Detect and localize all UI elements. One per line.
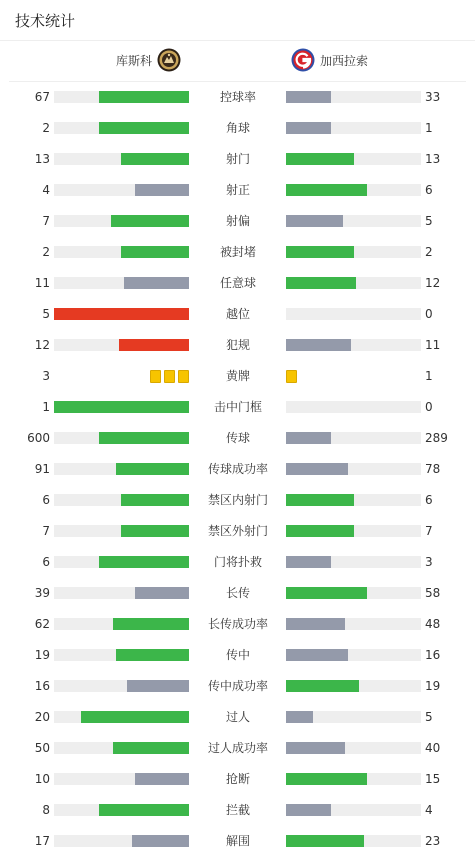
- stat-row: [0, 361, 475, 392]
- home-bar-fill: [54, 401, 189, 413]
- home-bar-fill: [99, 91, 189, 103]
- home-bar-fill: [121, 246, 189, 258]
- away-value: 23: [425, 834, 441, 848]
- stat-row: [0, 454, 475, 485]
- stat-label: 越位: [225, 307, 250, 321]
- away-bar-track: [286, 525, 421, 537]
- stat-row: [0, 485, 475, 516]
- away-bar-fill: [286, 587, 367, 599]
- home-bar-fill: [121, 494, 189, 506]
- home-bar-track: [54, 773, 189, 785]
- yellow-card-icon: [164, 370, 175, 383]
- stat-label: 传球: [225, 431, 250, 445]
- stat-row: [0, 423, 475, 454]
- away-bar-fill: [286, 463, 348, 475]
- home-team[interactable]: [116, 48, 181, 72]
- home-value: 6: [42, 555, 50, 569]
- section-header: [0, 0, 475, 41]
- home-yellow-cards: [150, 370, 189, 383]
- away-yellow-cards: [286, 370, 297, 383]
- away-bar-track: [286, 680, 421, 692]
- stat-row: [0, 175, 475, 206]
- away-value: 6: [425, 183, 433, 197]
- stat-row: [0, 795, 475, 826]
- away-bar-fill: [286, 122, 331, 134]
- away-bar-fill: [286, 711, 313, 723]
- away-bar-fill: [286, 835, 364, 847]
- away-value: 58: [425, 586, 441, 600]
- home-value: 3: [42, 369, 50, 383]
- home-bar-track: [54, 587, 189, 599]
- stat-label: 解围: [225, 834, 250, 848]
- yellow-card-icon: [150, 370, 161, 383]
- stat-row: [0, 82, 475, 113]
- stats-list: [0, 82, 475, 857]
- stat-row: [0, 640, 475, 671]
- home-bar-track: [54, 246, 189, 258]
- home-bar-track: [54, 742, 189, 754]
- away-value: 12: [425, 276, 441, 290]
- stat-label: 传中成功率: [207, 679, 268, 693]
- away-bar-fill: [286, 494, 354, 506]
- yellow-card-icon: [286, 370, 297, 383]
- stat-row: [0, 702, 475, 733]
- away-bar-track: [286, 587, 421, 599]
- stat-row: [0, 578, 475, 609]
- stat-row: [0, 113, 475, 144]
- home-bar-track: [54, 215, 189, 227]
- home-bar-track: [54, 401, 189, 413]
- home-bar-fill: [121, 153, 189, 165]
- away-bar-track: [286, 742, 421, 754]
- home-bar-track: [54, 277, 189, 289]
- stat-label: 抢断: [225, 772, 250, 786]
- home-value: 2: [42, 121, 50, 135]
- stat-row: [0, 299, 475, 330]
- away-value: 6: [425, 493, 433, 507]
- stat-label: 被封堵: [219, 245, 256, 259]
- away-value: 3: [425, 555, 433, 569]
- away-bar-fill: [286, 153, 354, 165]
- away-bar-track: [286, 215, 421, 227]
- away-bar-track: [286, 339, 421, 351]
- stat-label: 过人成功率: [207, 741, 268, 755]
- away-bar-track: [286, 308, 421, 320]
- home-bar-track: [54, 556, 189, 568]
- away-value: 78: [425, 462, 441, 476]
- teams-bar: [9, 41, 466, 82]
- home-value: 67: [34, 90, 50, 104]
- stat-label: 长传成功率: [207, 617, 268, 631]
- stat-label: 射正: [225, 183, 250, 197]
- home-value: 19: [34, 648, 50, 662]
- away-bar-track: [286, 835, 421, 847]
- stat-row: [0, 268, 475, 299]
- stat-row: [0, 547, 475, 578]
- away-bar-track: [286, 432, 421, 444]
- away-bar-track: [286, 711, 421, 723]
- home-bar-track: [54, 432, 189, 444]
- home-bar-fill: [135, 184, 189, 196]
- stat-label: 黄牌: [225, 369, 250, 383]
- away-bar-fill: [286, 277, 356, 289]
- away-value: 5: [425, 214, 433, 228]
- home-bar-track: [54, 649, 189, 661]
- home-value: 16: [34, 679, 50, 693]
- away-value: 40: [425, 741, 441, 755]
- away-team[interactable]: [291, 48, 368, 72]
- away-bar-track: [286, 246, 421, 258]
- away-bar-track: [286, 556, 421, 568]
- stat-row: [0, 237, 475, 268]
- page-title: 技术统计: [15, 12, 76, 30]
- stat-row: [0, 330, 475, 361]
- away-value: 15: [425, 772, 441, 786]
- away-bar-track: [286, 122, 421, 134]
- away-value: 0: [425, 400, 433, 414]
- home-value: 7: [42, 524, 50, 538]
- home-bar-fill: [111, 215, 189, 227]
- home-bar-fill: [135, 587, 189, 599]
- stat-row: [0, 826, 475, 857]
- home-bar-fill: [99, 556, 189, 568]
- away-bar-track: [286, 401, 421, 413]
- away-value: 1: [425, 369, 433, 383]
- stat-label: 角球: [225, 121, 250, 135]
- stat-row: [0, 609, 475, 640]
- away-value: 7: [425, 524, 433, 538]
- stat-label: 禁区内射门: [207, 493, 268, 507]
- stat-row: [0, 733, 475, 764]
- stat-label: 门将扑救: [213, 555, 262, 569]
- away-value: 5: [425, 710, 433, 724]
- home-value: 62: [34, 617, 50, 631]
- home-value: 50: [34, 741, 50, 755]
- away-bar-track: [286, 91, 421, 103]
- home-bar-track: [54, 525, 189, 537]
- away-team-name: 加西拉索: [320, 53, 369, 68]
- away-value: 0: [425, 307, 433, 321]
- stat-label: 射门: [225, 152, 250, 166]
- home-bar-track: [54, 463, 189, 475]
- garcilaso-crest-icon: [291, 48, 315, 72]
- home-value: 17: [34, 834, 50, 848]
- stat-label: 禁区外射门: [207, 524, 268, 538]
- home-bar-track: [54, 618, 189, 630]
- stat-label: 长传: [225, 586, 250, 600]
- away-bar-fill: [286, 184, 367, 196]
- home-bar-track: [54, 835, 189, 847]
- away-bar-track: [286, 804, 421, 816]
- away-bar-track: [286, 649, 421, 661]
- home-bar-track: [54, 804, 189, 816]
- away-value: 13: [425, 152, 441, 166]
- home-value: 7: [42, 214, 50, 228]
- away-value: 33: [425, 90, 441, 104]
- stat-row: [0, 392, 475, 423]
- home-bar-fill: [113, 618, 189, 630]
- home-bar-track: [54, 494, 189, 506]
- home-value: 2: [42, 245, 50, 259]
- away-value: 1: [425, 121, 433, 135]
- stat-row: [0, 144, 475, 175]
- home-bar-fill: [132, 835, 189, 847]
- home-bar-fill: [135, 773, 189, 785]
- stat-label: 传球成功率: [207, 462, 268, 476]
- away-bar-track: [286, 184, 421, 196]
- stat-label: 犯规: [225, 338, 250, 352]
- home-value: 91: [34, 462, 50, 476]
- away-bar-fill: [286, 246, 354, 258]
- home-bar-fill: [99, 432, 189, 444]
- away-bar-fill: [286, 618, 345, 630]
- home-bar-track: [54, 91, 189, 103]
- away-bar-track: [286, 773, 421, 785]
- home-bar-fill: [116, 463, 189, 475]
- away-bar-fill: [286, 432, 331, 444]
- home-bar-track: [54, 153, 189, 165]
- home-bar-fill: [124, 277, 189, 289]
- home-value: 600: [27, 431, 50, 445]
- home-value: 39: [34, 586, 50, 600]
- home-value: 11: [34, 276, 50, 290]
- home-bar-fill: [113, 742, 189, 754]
- away-bar-fill: [286, 742, 345, 754]
- stat-label: 任意球: [219, 276, 256, 290]
- home-value: 12: [34, 338, 50, 352]
- stat-row: [0, 671, 475, 702]
- away-bar-fill: [286, 556, 331, 568]
- stat-label: 拦截: [225, 803, 250, 817]
- home-bar-track: [54, 184, 189, 196]
- away-bar-fill: [286, 339, 351, 351]
- away-bar-track: [286, 494, 421, 506]
- home-bar-track: [54, 122, 189, 134]
- stat-row: [0, 516, 475, 547]
- home-bar-fill: [99, 804, 189, 816]
- home-value: 10: [34, 772, 50, 786]
- home-team-name: 库斯科: [115, 53, 152, 68]
- stat-label: 击中门框: [213, 400, 262, 414]
- home-bar-fill: [99, 122, 189, 134]
- home-value: 5: [42, 307, 50, 321]
- away-bar-track: [286, 277, 421, 289]
- away-bar-fill: [286, 804, 331, 816]
- away-value: 48: [425, 617, 441, 631]
- away-value: 289: [425, 431, 448, 445]
- home-bar-fill: [54, 308, 189, 320]
- away-bar-fill: [286, 215, 343, 227]
- away-bar-track: [286, 618, 421, 630]
- home-bar-track: [54, 339, 189, 351]
- stat-label: 过人: [225, 710, 250, 724]
- away-bar-track: [286, 463, 421, 475]
- home-bar-fill: [81, 711, 189, 723]
- home-bar-track: [54, 308, 189, 320]
- home-bar-fill: [121, 525, 189, 537]
- away-value: 16: [425, 648, 441, 662]
- stat-label: 射偏: [225, 214, 250, 228]
- away-bar-fill: [286, 91, 331, 103]
- yellow-card-icon: [178, 370, 189, 383]
- stat-row: [0, 764, 475, 795]
- stat-label: 控球率: [219, 90, 256, 104]
- home-bar-fill: [116, 649, 189, 661]
- away-bar-fill: [286, 525, 354, 537]
- home-bar-track: [54, 711, 189, 723]
- away-bar-fill: [286, 680, 359, 692]
- away-value: 11: [425, 338, 441, 352]
- home-value: 4: [42, 183, 50, 197]
- home-bar-fill: [127, 680, 189, 692]
- away-bar-track: [286, 153, 421, 165]
- away-bar-fill: [286, 773, 367, 785]
- kusco-crest-icon: [157, 48, 181, 72]
- home-value: 20: [34, 710, 50, 724]
- home-value: 1: [42, 400, 50, 414]
- away-value: 19: [425, 679, 441, 693]
- home-bar-fill: [119, 339, 189, 351]
- home-value: 13: [34, 152, 50, 166]
- home-value: 6: [42, 493, 50, 507]
- home-bar-track: [54, 680, 189, 692]
- away-value: 2: [425, 245, 433, 259]
- stat-row: [0, 206, 475, 237]
- away-value: 4: [425, 803, 433, 817]
- away-bar-fill: [286, 649, 348, 661]
- home-value: 8: [42, 803, 50, 817]
- stat-label: 传中: [225, 648, 250, 662]
